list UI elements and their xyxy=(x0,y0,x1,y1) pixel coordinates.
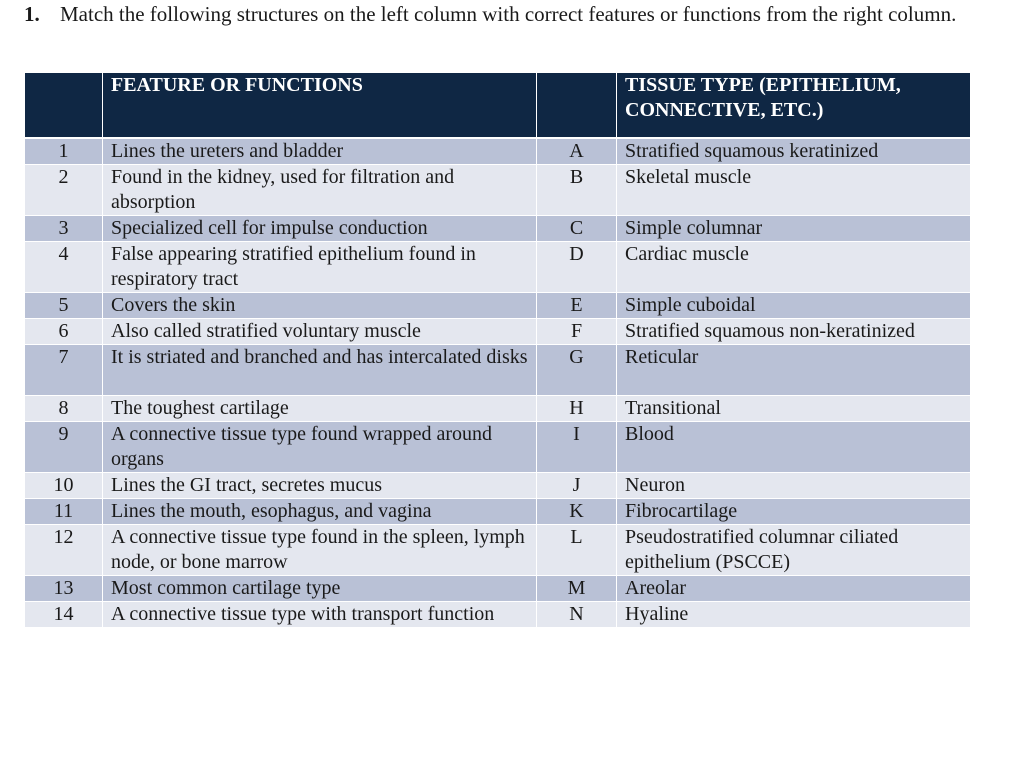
question-text: Match the following structures on the left column with correct features or functions from the right column. xyxy=(60,2,957,26)
table-row xyxy=(25,525,971,576)
table-row xyxy=(25,422,971,473)
row-number: 4 xyxy=(25,242,103,293)
row-letter: J xyxy=(537,473,617,499)
row-number: 9 xyxy=(25,422,103,473)
header-letter xyxy=(537,73,617,138)
row-letter: A xyxy=(537,138,617,165)
row-letter: G xyxy=(537,345,617,396)
row-feature: Also called stratified voluntary muscle xyxy=(103,319,537,345)
row-tissue: Reticular xyxy=(617,345,971,396)
row-feature: A connective tissue type with transport function xyxy=(103,602,537,628)
row-number: 8 xyxy=(25,396,103,422)
row-tissue: Cardiac muscle xyxy=(617,242,971,293)
row-number: 2 xyxy=(25,165,103,216)
row-tissue: Pseudostratified columnar ciliated epithelium (PSCCE) xyxy=(617,525,971,576)
row-letter: L xyxy=(537,525,617,576)
row-number: 13 xyxy=(25,576,103,602)
row-number: 5 xyxy=(25,293,103,319)
row-feature: The toughest cartilage xyxy=(103,396,537,422)
row-letter: F xyxy=(537,319,617,345)
row-number: 7 xyxy=(25,345,103,396)
question-number: 1. xyxy=(24,2,40,26)
table-row xyxy=(25,165,971,216)
row-feature: Specialized cell for impulse conduction xyxy=(103,216,537,242)
header-feature: FEATURE OR FUNCTIONS xyxy=(103,73,537,138)
header-number xyxy=(25,73,103,138)
row-feature: Covers the skin xyxy=(103,293,537,319)
table-row xyxy=(25,396,971,422)
row-tissue: Fibrocartilage xyxy=(617,499,971,525)
row-number: 6 xyxy=(25,319,103,345)
row-letter: I xyxy=(537,422,617,473)
row-number: 3 xyxy=(25,216,103,242)
row-feature: It is striated and branched and has intercalated disks xyxy=(103,345,537,396)
table-row xyxy=(25,138,971,165)
row-tissue: Stratified squamous non-keratinized xyxy=(617,319,971,345)
row-number: 1 xyxy=(25,138,103,165)
row-feature: Most common cartilage type xyxy=(103,576,537,602)
row-letter: K xyxy=(537,499,617,525)
table-row xyxy=(25,216,971,242)
row-tissue: Blood xyxy=(617,422,971,473)
row-feature: Lines the mouth, esophagus, and vagina xyxy=(103,499,537,525)
header-tissue: TISSUE TYPE (EPITHELIUM, CONNECTIVE, ETC.) xyxy=(617,73,971,138)
row-number: 12 xyxy=(25,525,103,576)
table-row xyxy=(25,242,971,293)
table-row xyxy=(25,319,971,345)
row-letter: B xyxy=(537,165,617,216)
header-row xyxy=(25,73,971,138)
row-feature: False appearing stratified epithelium found in respiratory tract xyxy=(103,242,537,293)
question xyxy=(24,2,984,26)
row-feature: A connective tissue type found in the spleen, lymph node, or bone marrow xyxy=(103,525,537,576)
row-number: 10 xyxy=(25,473,103,499)
row-letter: N xyxy=(537,602,617,628)
table-row xyxy=(25,576,971,602)
table-row xyxy=(25,345,971,396)
row-letter: H xyxy=(537,396,617,422)
row-letter: C xyxy=(537,216,617,242)
row-feature: Found in the kidney, used for filtration and absorption xyxy=(103,165,537,216)
row-tissue: Areolar xyxy=(617,576,971,602)
row-letter: E xyxy=(537,293,617,319)
row-tissue: Hyaline xyxy=(617,602,971,628)
row-number: 11 xyxy=(25,499,103,525)
row-tissue: Simple cuboidal xyxy=(617,293,971,319)
row-tissue: Stratified squamous keratinized xyxy=(617,138,971,165)
row-feature: Lines the GI tract, secretes mucus xyxy=(103,473,537,499)
table-row xyxy=(25,602,971,628)
row-number: 14 xyxy=(25,602,103,628)
row-tissue: Simple columnar xyxy=(617,216,971,242)
row-tissue: Transitional xyxy=(617,396,971,422)
row-letter: D xyxy=(537,242,617,293)
row-tissue: Skeletal muscle xyxy=(617,165,971,216)
table-row xyxy=(25,293,971,319)
matching-table xyxy=(24,73,971,627)
row-letter: M xyxy=(537,576,617,602)
row-tissue: Neuron xyxy=(617,473,971,499)
row-feature: A connective tissue type found wrapped around organs xyxy=(103,422,537,473)
table-row xyxy=(25,473,971,499)
row-feature: Lines the ureters and bladder xyxy=(103,138,537,165)
table-row xyxy=(25,499,971,525)
